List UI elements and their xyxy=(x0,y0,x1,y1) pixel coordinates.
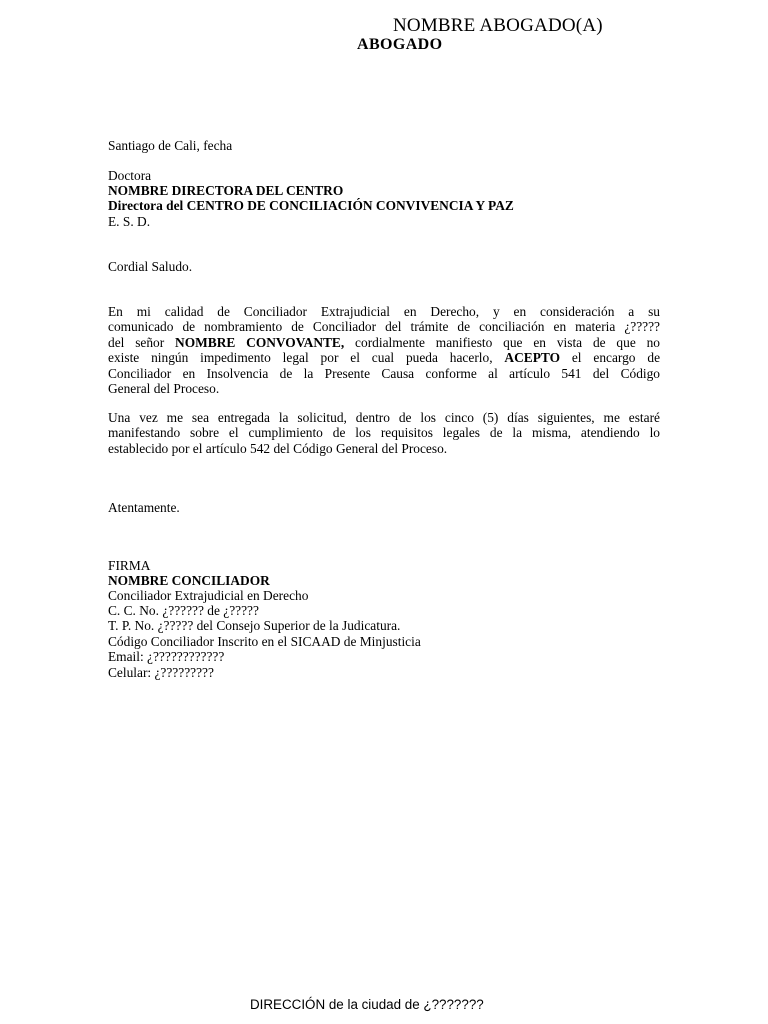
lawyer-name-heading: NOMBRE ABOGADO(A) xyxy=(393,15,603,36)
signer-role: Conciliador Extrajudicial en Derecho xyxy=(108,588,309,603)
paragraph-1-line-4-post: el encargo de xyxy=(559,350,661,366)
body-paragraph-2 xyxy=(108,410,660,456)
paragraph-1-line-5: Conciliador en Insolvencia de la Presente Causa conforme al artículo 541 del Código xyxy=(108,365,660,381)
recipient-salutation-title: Doctora xyxy=(108,168,152,183)
signer-conciliator-code: Código Conciliador Inscrito en el SICAAD de Minjusticia xyxy=(108,634,421,649)
paragraph-1-line-3-post: cordialmente manifiesto que en vista de que no xyxy=(344,334,660,350)
signer-professional-card: T. P. No. ¿????? del Consejo Superior de la Judicatura. xyxy=(108,618,401,633)
recipient-esd: E. S. D. xyxy=(108,214,151,229)
paragraph-1-line-3-pre: del señor xyxy=(108,334,176,350)
paragraph-1-line-1: En mi calidad de Conciliador Extrajudicial en Derecho, y en consideración a su xyxy=(108,304,660,319)
closing: Atentamente. xyxy=(108,500,180,515)
paragraph-1-line-2: comunicado de nombramiento de Conciliador del trámite de conciliación en materia ¿????? xyxy=(108,319,660,335)
recipient-position: Directora del CENTRO DE CONCILIACIÓN CONVIVENCIA Y PAZ xyxy=(108,198,514,213)
paragraph-2-line-3: establecido por el artículo 542 del Código General del Proceso. xyxy=(108,440,448,456)
signer-id-number: C. C. No. ¿?????? de ¿????? xyxy=(108,603,259,618)
signer-name: NOMBRE CONCILIADOR xyxy=(108,573,270,588)
footer-address: DIRECCIÓN de la ciudad de ¿??????? xyxy=(250,997,484,1012)
acepto-word: ACEPTO xyxy=(504,350,560,366)
paragraph-1-line-4 xyxy=(108,350,660,365)
paragraph-1-line-4-pre: existe ningún impedimento legal por el cual pueda hacerlo, xyxy=(108,350,505,366)
paragraph-2-line-1: Una vez me sea entregada la solicitud, dentro de los cinco (5) días siguientes, me estaré xyxy=(108,410,660,425)
signer-phone: Celular: ¿????????? xyxy=(108,665,214,680)
paragraph-1-line-3 xyxy=(108,335,660,350)
signer-email: Email: ¿???????????? xyxy=(108,649,225,664)
recipient-name: NOMBRE DIRECTORA DEL CENTRO xyxy=(108,183,344,198)
place-date: Santiago de Cali, fecha xyxy=(108,138,233,153)
lawyer-title-heading: ABOGADO xyxy=(357,36,443,53)
signature-label: FIRMA xyxy=(108,558,151,573)
paragraph-1-line-6: General del Proceso. xyxy=(108,381,220,397)
greeting: Cordial Saludo. xyxy=(108,259,193,274)
convocante-name: NOMBRE CONVOVANTE, xyxy=(175,334,345,350)
paragraph-2-line-2: manifestando sobre el cumplimiento de los requisitos legales de la misma, atendiendo lo xyxy=(108,425,660,441)
body-paragraph-1 xyxy=(108,304,660,396)
